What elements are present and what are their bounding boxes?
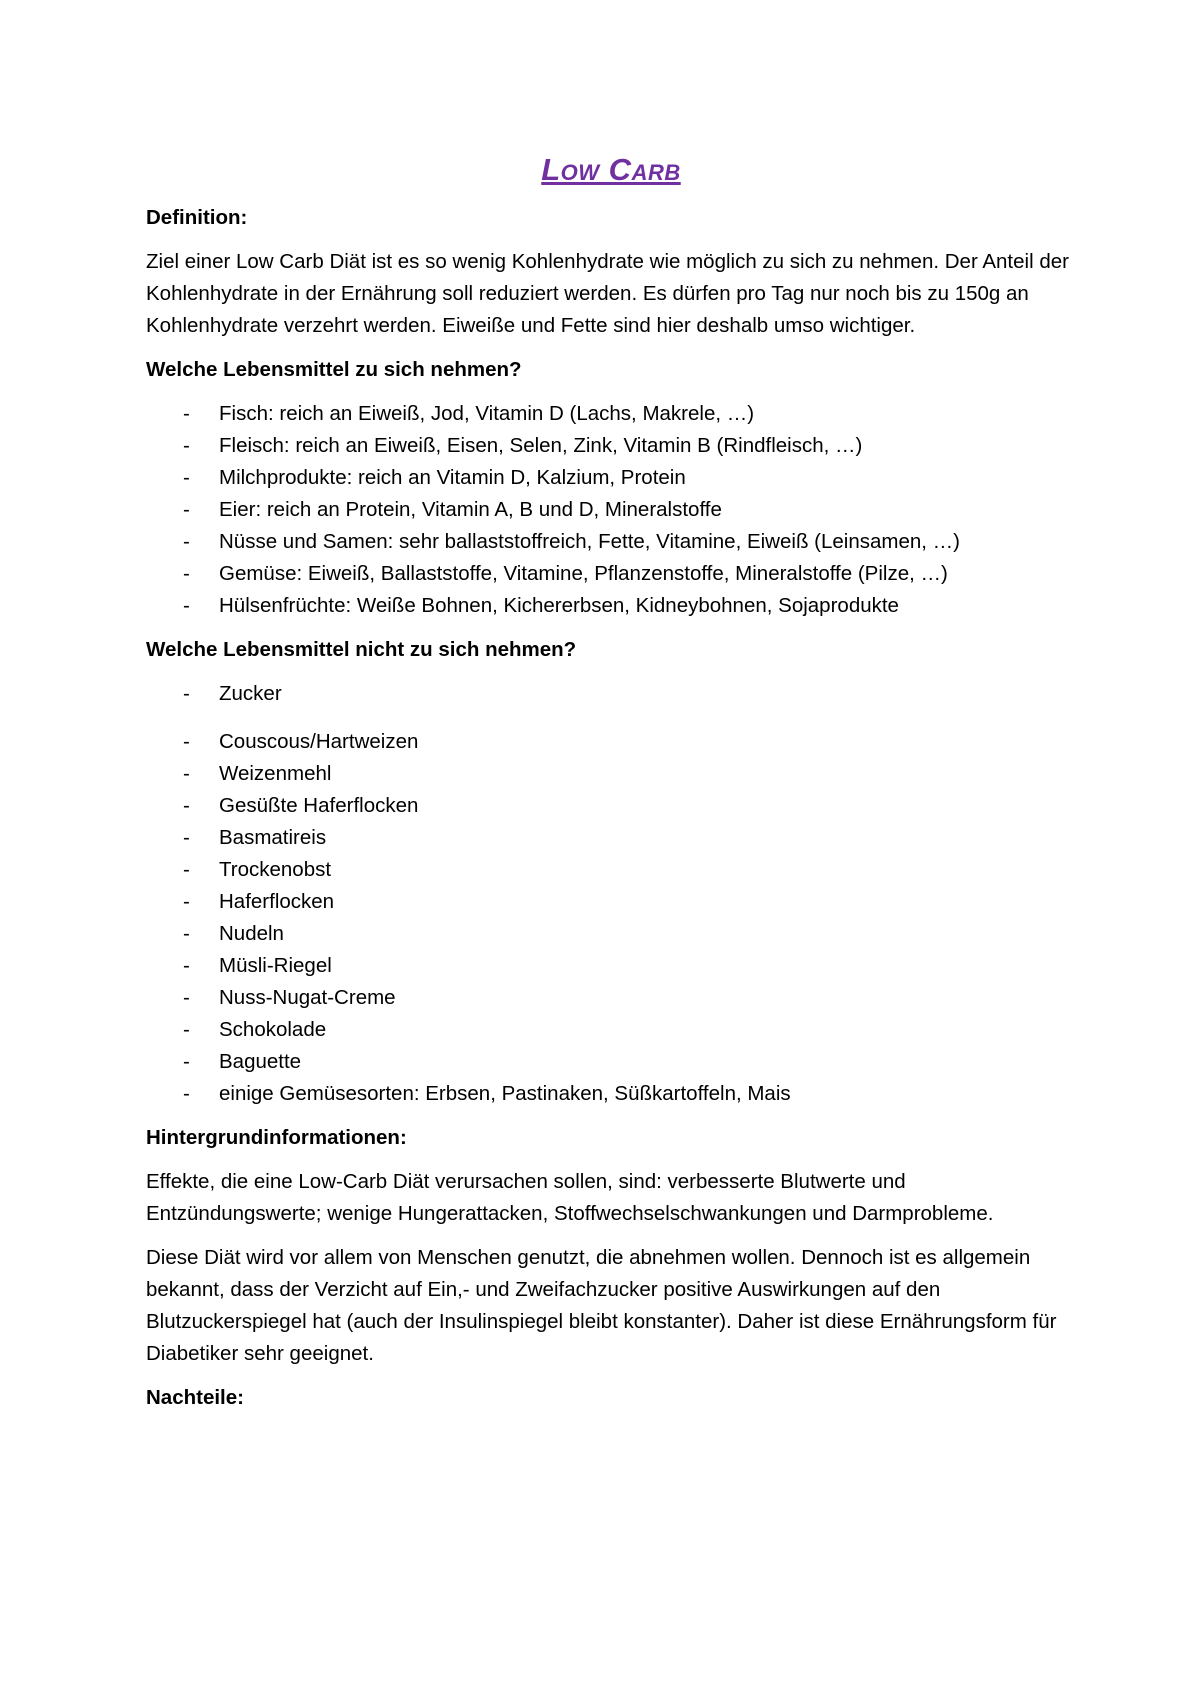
list-item-text: Nüsse und Samen: sehr ballaststoffreich, Fette, Vitamine, Eiweiß (Leinsamen, …) [219,530,960,553]
list-item-text: Weizenmehl [219,762,332,785]
bullet-dash: - [183,762,190,785]
list-item-text: Eier: reich an Protein, Vitamin A, B und D, Mineralstoffe [219,498,722,521]
list-item [146,886,1076,918]
list-item [146,494,1076,526]
list-item-text: Nudeln [219,922,284,945]
list-item-text: Fleisch: reich an Eiweiß, Eisen, Selen, Zink, Vitamin B (Rindfleisch, …) [219,434,863,457]
bullet-dash: - [183,794,190,817]
list-item-text: Basmatireis [219,826,327,849]
list-item [146,678,1076,710]
list-item [146,854,1076,886]
bullet-dash: - [183,434,190,457]
list-item-text: Fisch: reich an Eiweiß, Jod, Vitamin D (Lachs, Makrele, …) [219,402,755,425]
foods-yes-heading: Welche Lebensmittel zu sich nehmen? [146,358,522,381]
list-item-text: Milchprodukte: reich an Vitamin D, Kalzium, Protein [219,466,686,489]
disadvantages-heading: Nachteile: [146,1386,244,1409]
background-heading: Hintergrundinformationen: [146,1126,407,1149]
list-item [146,1046,1076,1078]
list-item-text: einige Gemüsesorten: Erbsen, Pastinaken, Süßkartoffeln, Mais [219,1082,791,1105]
list-item [146,918,1076,950]
list-item-text: Zucker [219,682,282,705]
bullet-dash: - [183,498,190,521]
foods-no-heading: Welche Lebensmittel nicht zu sich nehmen? [146,638,577,661]
list-item [146,726,1076,758]
list-item [146,430,1076,462]
list-item-text: Hülsenfrüchte: Weiße Bohnen, Kichererbsen, Kidneybohnen, Sojaprodukte [219,594,899,617]
list-item [146,1078,1076,1110]
bullet-dash: - [183,858,190,881]
bullet-dash: - [183,1018,190,1041]
list-item [146,950,1076,982]
page-title: Low Carb [541,152,681,187]
list-item-text: Trockenobst [219,858,332,881]
list-item-text: Schokolade [219,1018,327,1041]
definition-heading: Definition: [146,206,248,229]
bullet-dash: - [183,1050,190,1073]
bullet-dash: - [183,594,190,617]
bullet-dash: - [183,1082,190,1105]
bullet-dash: - [183,402,190,425]
list-item-text: Nuss-Nugat-Creme [219,986,396,1009]
list-item-text: Gesüßte Haferflocken [219,794,419,817]
list-item [146,398,1076,430]
bullet-dash: - [183,730,190,753]
bullet-dash: - [183,562,190,585]
list-item-text: Couscous/Hartweizen [219,730,419,753]
list-item [146,758,1076,790]
definition-text: Ziel einer Low Carb Diät ist es so wenig Kohlenhydrate wie möglich zu sich zu nehmen. Der Anteil der Kohlenhydrate in der Ernährung soll reduziert werden. Es dürfen pro Tag nur noch bis zu 150g an Kohlenhydrate verzehrt werden. Eiweiße und Fette sind hier deshalb umso wichtiger. [146,250,1069,337]
list-item-text: Baguette [219,1050,302,1073]
bullet-dash: - [183,530,190,553]
list-item [146,590,1076,622]
list-item [146,790,1076,822]
list-item [146,526,1076,558]
list-item [146,1014,1076,1046]
foods-yes-list [146,398,1076,622]
bullet-dash: - [183,466,190,489]
background-paragraph: Effekte, die eine Low-Carb Diät verursachen sollen, sind: verbesserte Blutwerte und Entzündungswerte; wenige Hungerattacken, Stoffwechselschwankungen und Darmprobleme. [146,1170,994,1225]
bullet-dash: - [183,922,190,945]
foods-no-list [146,678,1076,1110]
list-item-text: Haferflocken [219,890,335,913]
bullet-dash: - [183,682,190,705]
list-item [146,982,1076,1014]
bullet-dash: - [183,986,190,1009]
bullet-dash: - [183,890,190,913]
document-body [146,150,1076,1426]
bullet-dash: - [183,954,190,977]
list-item-text: Müsli-Riegel [219,954,332,977]
bullet-dash: - [183,826,190,849]
list-item [146,462,1076,494]
list-item [146,558,1076,590]
background-paragraph: Diese Diät wird vor allem von Menschen genutzt, die abnehmen wollen. Dennoch ist es allgemein bekannt, dass der Verzicht auf Ein,- und Zweifachzucker positive Auswirkungen auf den Blutzuckerspiegel hat (auch der Insulinspiegel bleibt konstanter). Daher ist diese Ernährungsform für Diabetiker sehr geeignet. [146,1246,1057,1365]
list-item-text: Gemüse: Eiweiß, Ballaststoffe, Vitamine, Pflanzenstoffe, Mineralstoffe (Pilze, …) [219,562,948,585]
list-item [146,822,1076,854]
